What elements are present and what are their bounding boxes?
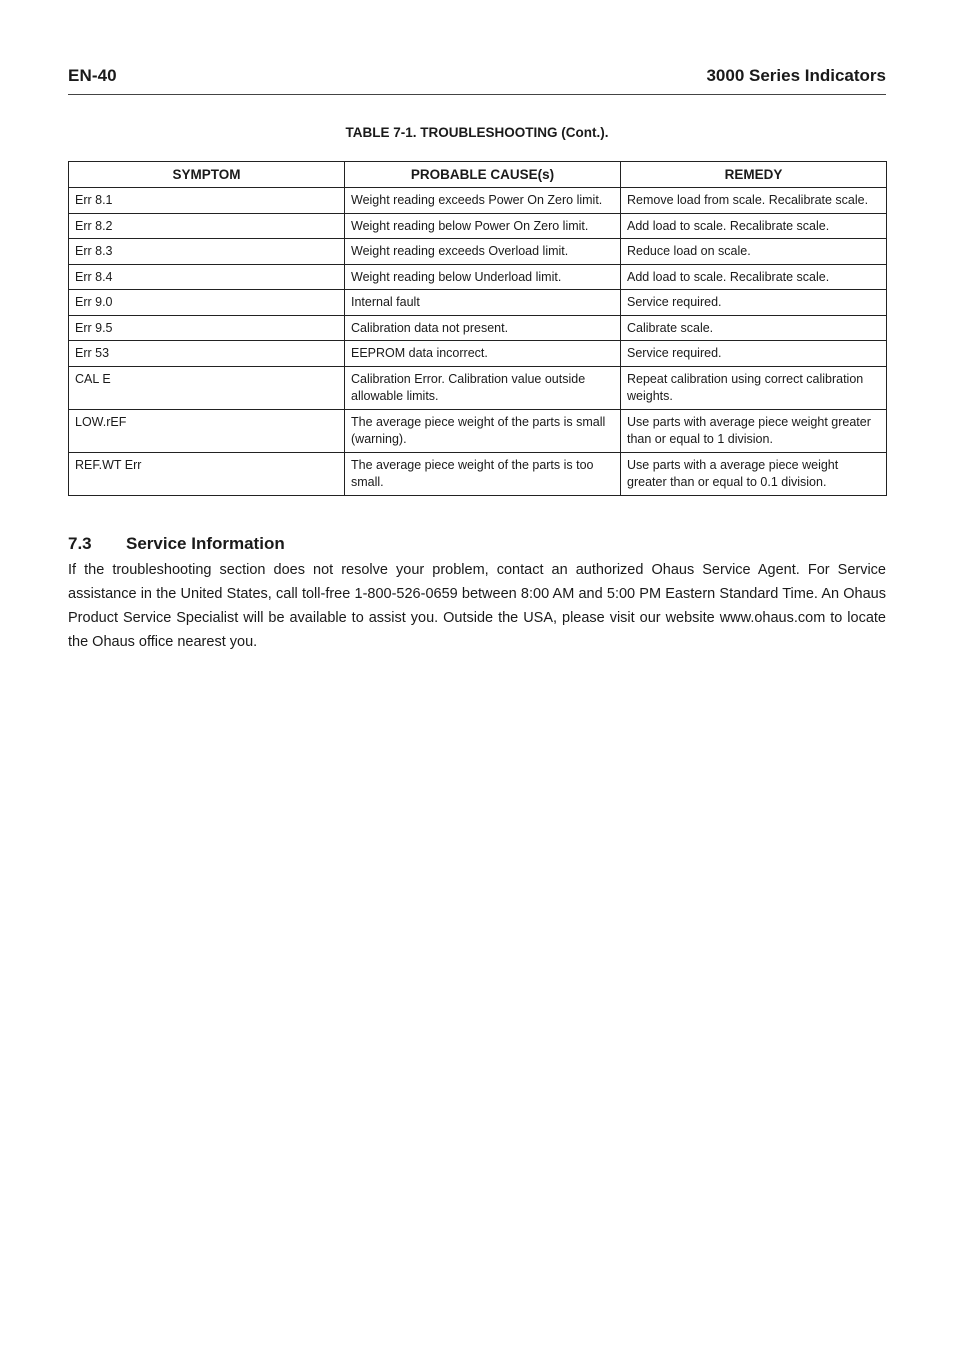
cause-cell: The average piece weight of the parts is small (warning). <box>345 409 621 452</box>
remedy-cell: Calibrate scale. <box>621 315 887 341</box>
remedy-cell: Add load to scale. Recalibrate scale. <box>621 264 887 290</box>
cause-cell: Weight reading exceeds Overload limit. <box>345 239 621 265</box>
section-body-paragraph: If the troubleshooting section does not resolve your problem, contact an authorized Ohaus Service Agent. For Service assistance in the United States, call toll-free 1-800-526-0659 between 8:00 AM and 5:00 PM Eastern Standard Time. An Ohaus Product Service Specialist will be available to assist you. Outside the USA, please visit our website www.ohaus.com to locate the Ohaus office nearest you. <box>68 562 886 650</box>
symptom-cell: Err 8.4 <box>69 264 345 290</box>
document-title: 3000 Series Indicators <box>706 66 886 85</box>
troubleshooting-table <box>68 161 887 496</box>
remedy-cell: Use parts with average piece weight greater than or equal to 1 division. <box>621 409 887 452</box>
cause-cell: The average piece weight of the parts is too small. <box>345 452 621 495</box>
symptom-cell: Err 8.3 <box>69 239 345 265</box>
cause-cell: Weight reading exceeds Power On Zero limit. <box>345 188 621 214</box>
cause-cell: Calibration Error. Calibration value outside allowable limits. <box>345 366 621 409</box>
table-row <box>69 452 887 495</box>
remedy-cell: Repeat calibration using correct calibration weights. <box>621 366 887 409</box>
section-number: 7.3 <box>68 534 92 553</box>
symptom-cell: CAL E <box>69 366 345 409</box>
remedy-cell: Add load to scale. Recalibrate scale. <box>621 213 887 239</box>
table-caption: TABLE 7-1. TROUBLESHOOTING (Cont.). <box>345 125 609 140</box>
table-row <box>69 366 887 409</box>
remedy-cell: Reduce load on scale. <box>621 239 887 265</box>
remedy-cell: Use parts with a average piece weight greater than or equal to 0.1 division. <box>621 452 887 495</box>
table-row <box>69 188 887 214</box>
cause-cell: Internal fault <box>345 290 621 316</box>
table-row <box>69 409 887 452</box>
table-row <box>69 341 887 367</box>
remedy-cell: Service required. <box>621 290 887 316</box>
cause-cell: Weight reading below Power On Zero limit. <box>345 213 621 239</box>
cause-cell: Weight reading below Underload limit. <box>345 264 621 290</box>
symptom-cell: REF.WT Err <box>69 452 345 495</box>
page-header <box>68 66 886 95</box>
symptom-cell: LOW.rEF <box>69 409 345 452</box>
symptom-cell: Err 53 <box>69 341 345 367</box>
symptom-cell: Err 9.5 <box>69 315 345 341</box>
symptom-cell: Err 9.0 <box>69 290 345 316</box>
symptom-cell: Err 8.2 <box>69 213 345 239</box>
remedy-cell: Service required. <box>621 341 887 367</box>
table-row <box>69 239 887 265</box>
table-header-row <box>69 162 887 188</box>
table-row <box>69 290 887 316</box>
column-header-symptom: SYMPTOM <box>69 162 345 188</box>
column-header-probable-cause: PROBABLE CAUSE(s) <box>345 162 621 188</box>
page-number: EN-40 <box>68 66 117 85</box>
table-row <box>69 315 887 341</box>
column-header-remedy: REMEDY <box>621 162 887 188</box>
cause-cell: Calibration data not present. <box>345 315 621 341</box>
remedy-cell: Remove load from scale. Recalibrate scale. <box>621 188 887 214</box>
section-heading <box>68 534 285 554</box>
table-row <box>69 213 887 239</box>
symptom-cell: Err 8.1 <box>69 188 345 214</box>
section-title: Service Information <box>126 534 285 553</box>
cause-cell: EEPROM data incorrect. <box>345 341 621 367</box>
table-row <box>69 264 887 290</box>
